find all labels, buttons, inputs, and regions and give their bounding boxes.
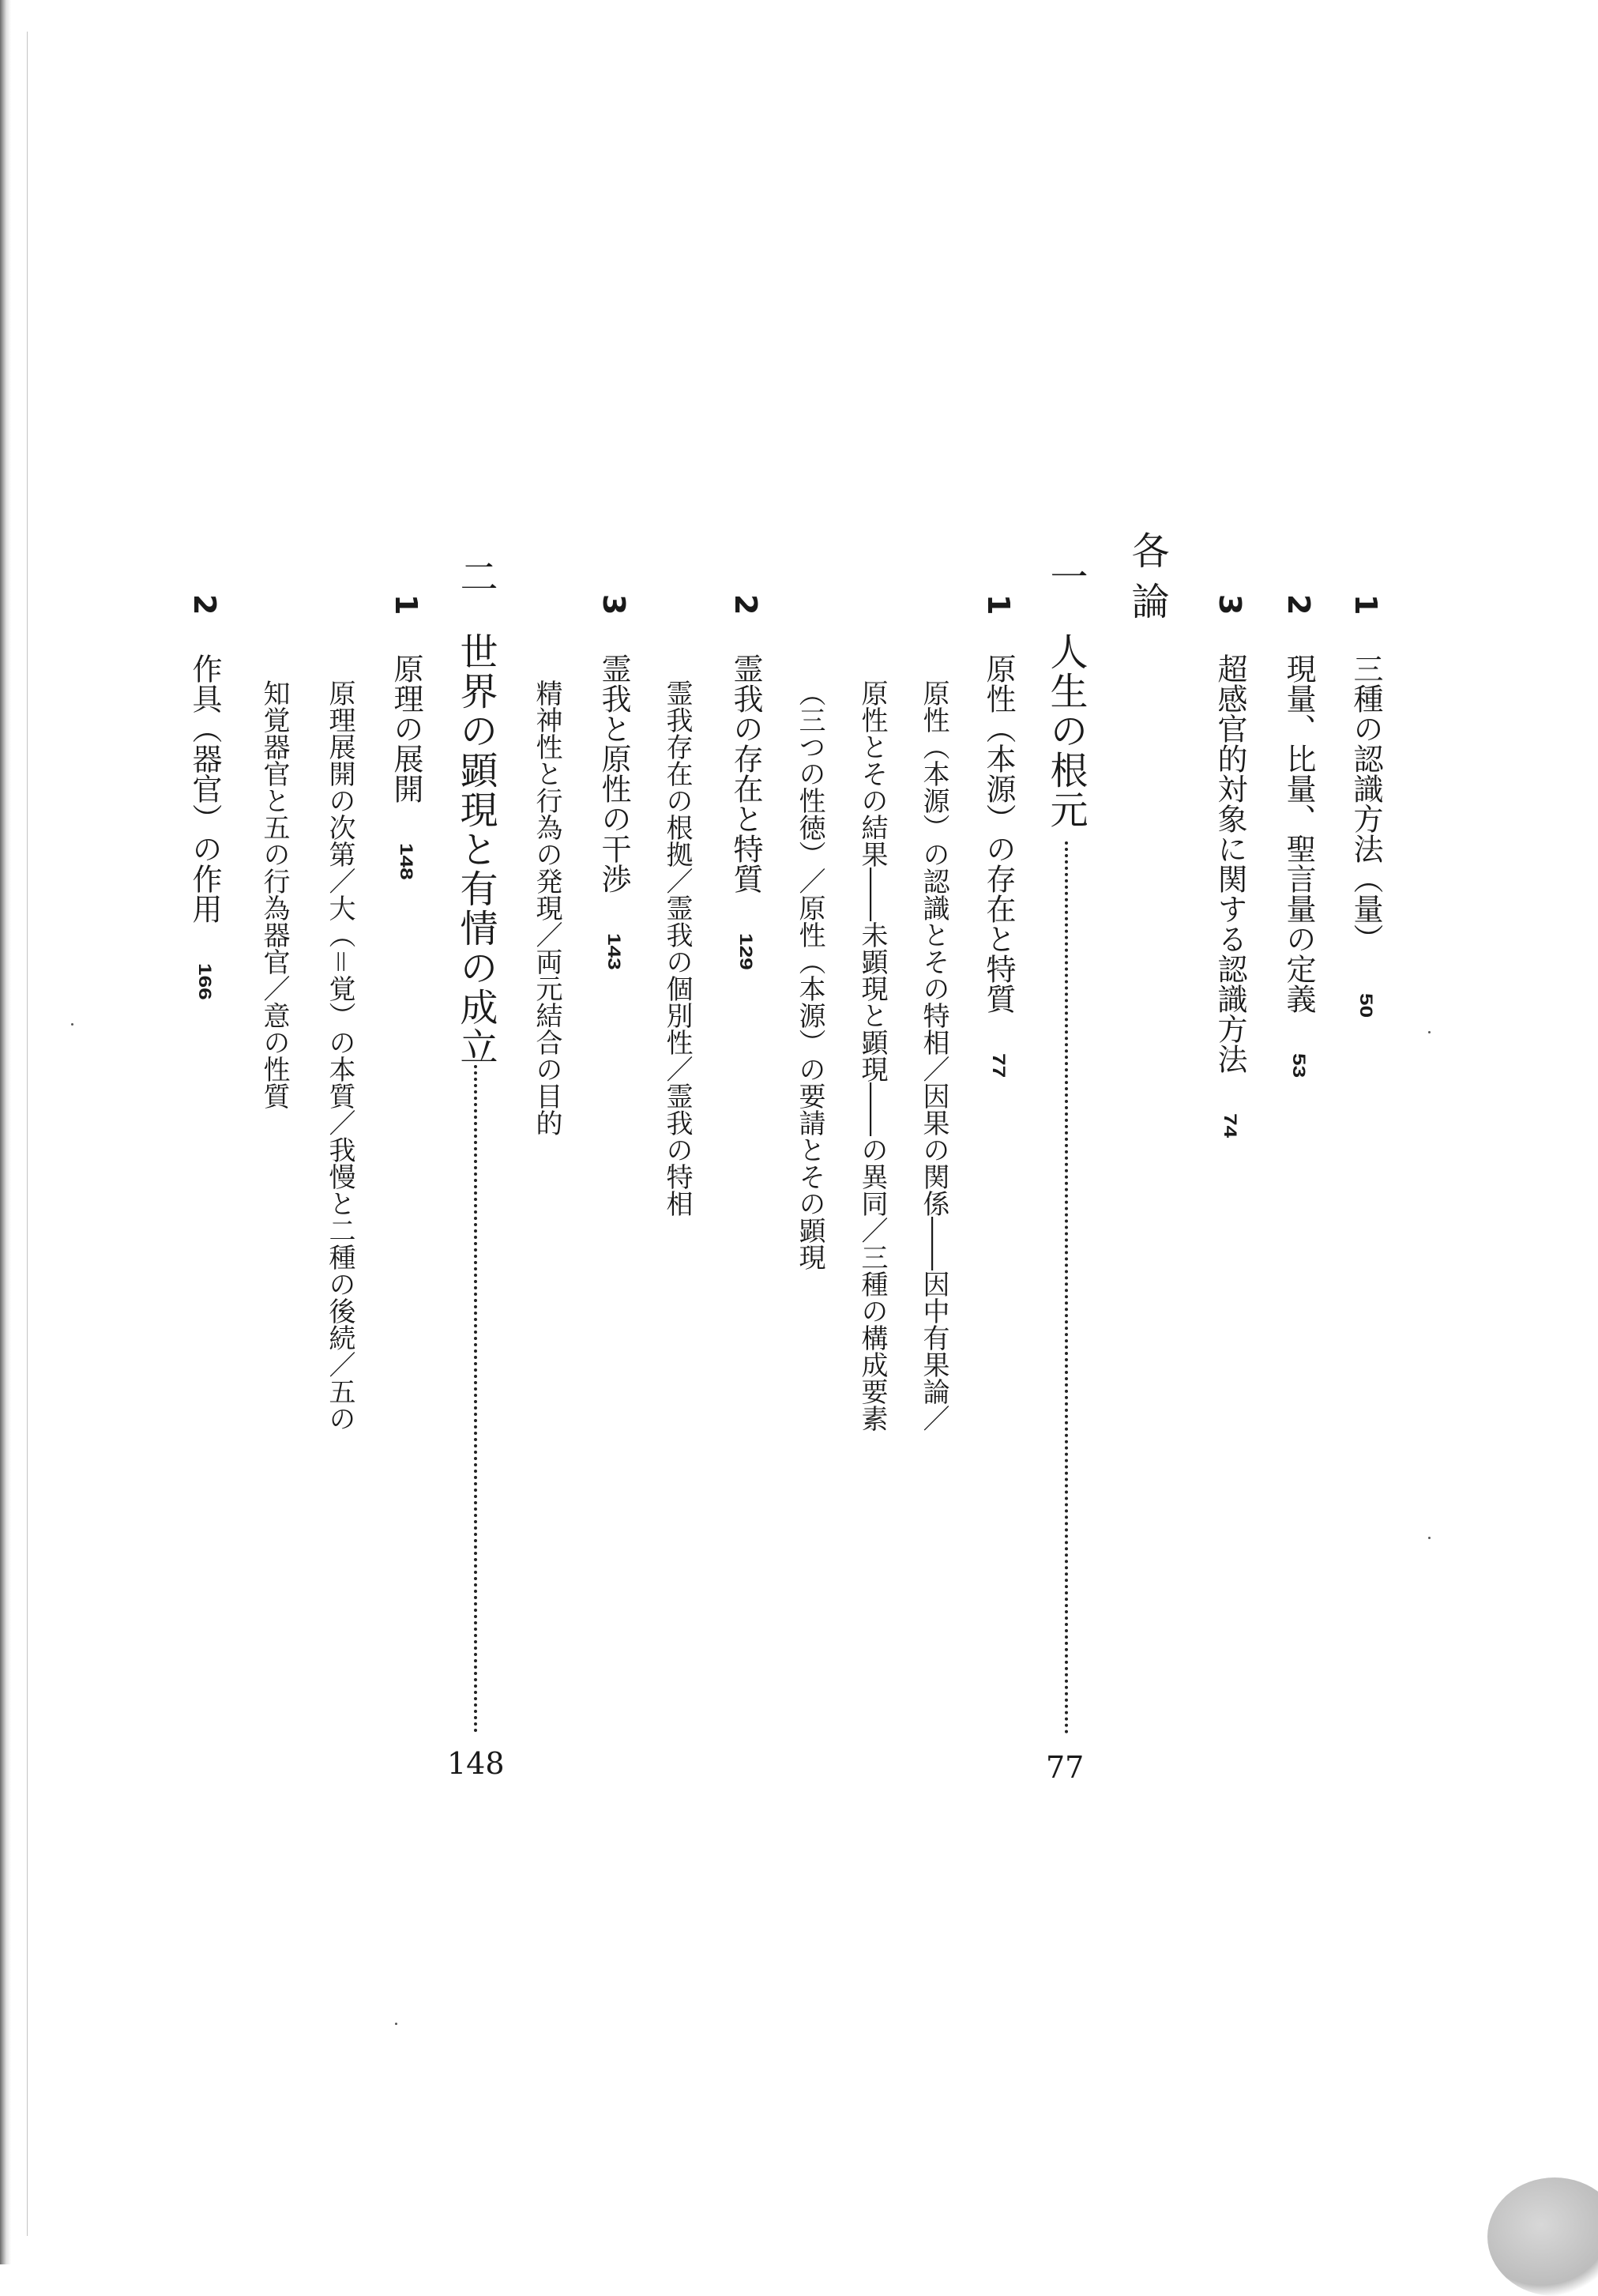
ch1-s3-desc-line-1: 精神性と行為の発現／両元結合の目的 [531, 679, 562, 1136]
entry-page: 74 [1220, 1112, 1240, 1138]
scan-speck [395, 2023, 397, 2025]
section-number: 2 [728, 594, 763, 615]
entry-title: 三種の認識方法（量） [1348, 653, 1383, 954]
ch1-section-1[interactable] [981, 594, 1016, 1078]
section-title: 原性（本源）の存在と特質 [981, 653, 1016, 1014]
toc-entry-2[interactable] [1281, 594, 1316, 1078]
section-title: 霊我と原性の干渉 [596, 653, 631, 894]
ch2-section-1[interactable] [391, 594, 421, 879]
toc-entry-3[interactable] [1215, 594, 1245, 1138]
section-page: 148 [397, 842, 416, 880]
ch2-s1-desc-line-2: 知覚器官と五の行為器官／意の性質 [258, 679, 290, 1109]
entry-title: 超感官的対象に関する認識方法 [1213, 653, 1247, 1074]
section-page: 143 [604, 932, 624, 970]
section-title: 原理の展開 [389, 653, 423, 804]
entry-number: 2 [1281, 594, 1316, 615]
page-corner-shadow [1487, 2177, 1598, 2296]
section-number: 1 [389, 594, 423, 615]
chapter-2-title[interactable]: 世界の顕現と有情の成立 [453, 632, 498, 1067]
chapter-1-page: 77 [1046, 1750, 1085, 1785]
scan-speck [1428, 1537, 1431, 1539]
chapter-1-title[interactable]: 人生の根元 [1043, 632, 1088, 830]
chapter-1-leader-dots [1065, 841, 1068, 1734]
section-page: 129 [736, 932, 756, 970]
ch1-s1-desc-line-2: 原性とその結果――未顕現と顕現――の異同／三種の構成要素 [856, 679, 888, 1432]
section-page: 77 [989, 1052, 1009, 1078]
ch1-s1-desc-line-1: 原性（本源）の認識とその特相／因果の関係――因中有果論／ [918, 679, 949, 1432]
section-number: 1 [981, 594, 1016, 615]
toc-entry-1[interactable] [1348, 594, 1383, 1018]
entry-page: 53 [1289, 1052, 1309, 1078]
ch1-s2-desc-line-1: 霊我存在の根拠／霊我の個別性／霊我の特相 [661, 679, 693, 1217]
chapter-2-leader-dots [474, 1065, 477, 1733]
entry-page: 50 [1356, 992, 1376, 1018]
page-edge-line [27, 32, 28, 2236]
binding-gutter-shadow [0, 0, 11, 2264]
ch2-section-2[interactable] [187, 594, 222, 1000]
section-heading: 各論 [1125, 531, 1169, 632]
ch1-s1-desc-line-3: （三つの性徳）／原性（本源）の要請とその顕現 [794, 679, 825, 1270]
entry-number: 1 [1348, 594, 1383, 615]
ch2-s1-desc-line-1: 原理展開の次第／大（＝覚）の本質／我慢と二種の後続／五の [324, 679, 355, 1432]
chapter-2-page: 148 [447, 1746, 505, 1781]
chapter-1-marker: 一 [1043, 557, 1088, 595]
chapter-2-marker: 二 [453, 557, 498, 595]
scan-speck [71, 1023, 73, 1026]
section-title: 作具（器官）の作用 [187, 653, 222, 924]
section-title: 霊我の存在と特質 [728, 653, 763, 894]
section-page: 166 [195, 962, 215, 1000]
ch1-section-3[interactable] [596, 594, 631, 970]
section-number: 2 [187, 594, 222, 615]
entry-title: 現量、比量、聖言量の定義 [1281, 653, 1316, 1014]
scan-speck [1428, 1031, 1431, 1033]
ch1-section-2[interactable] [728, 594, 763, 970]
entry-number: 3 [1213, 594, 1247, 615]
section-number: 3 [596, 594, 631, 615]
